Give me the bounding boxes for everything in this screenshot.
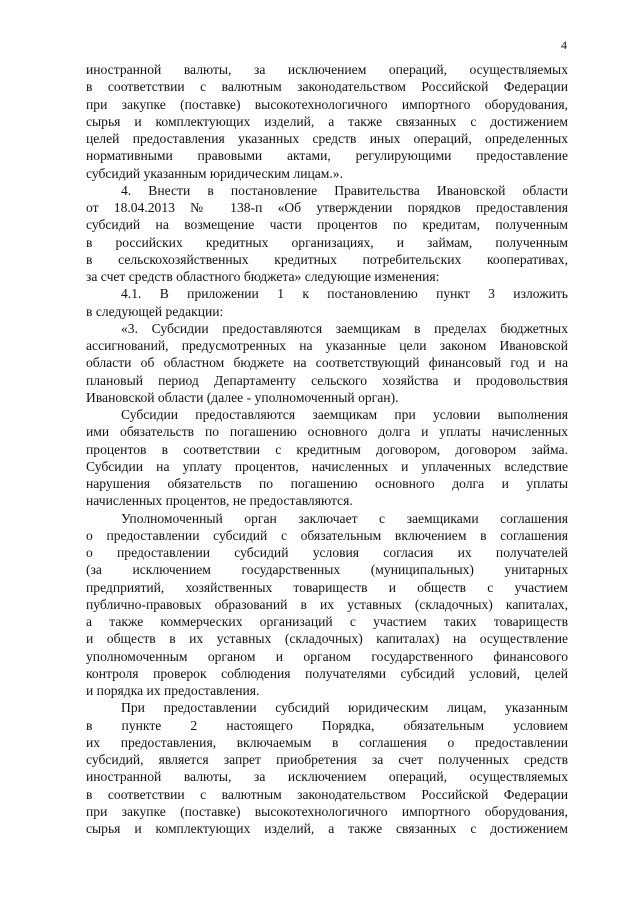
text-line: 4. Внести в постановление Правительства Ивановской области [121,182,568,198]
text-line: сырья и комплектующих изделий, а также связанных с достижением [86,821,568,836]
text-line: в пункте 2 настоящего Порядка, обязательным условием [86,717,568,733]
text-line: контроля проверок соблюдения получателями субсидий условий, целей [86,665,568,681]
text-line: при закупке (поставке) высокотехнологичного импортного оборудования, [86,803,568,819]
text-line: целей предоставления указанных средств иных операций, определенных [86,131,568,146]
text-line: предприятий, хозяйственных товариществ и обществ с участием [86,579,568,595]
text-line: иностранной валюты, за исключением операций, осуществляемых [86,769,568,785]
text-line: ими обязательств по погашению основного долга и уплаты начисленных [86,424,568,440]
text-line: за счет средств областного бюджета» следующие изменения: [86,269,440,284]
page-number: 4 [561,38,567,52]
text-line: и обществ в их уставных (складочных) капиталах) на осуществление [86,631,568,647]
text-line: процентов в соответствии с кредитным договором, договором займа. [86,441,568,457]
text-line: 4.1. В приложении 1 к постановлению пункт 3 изложить [121,286,568,302]
text-line: (за исключением государственных (муниципальных) унитарных [86,562,568,578]
text-line: Уполномоченный орган заключает с заемщиками соглашения [121,510,568,526]
text-line: Субсидии предоставляются заемщикам при условии выполнения [121,407,568,422]
text-line: начисленных процентов, не предоставляются. [86,493,353,509]
text-line: субсидий указанным юридическим лицам.». [86,165,343,181]
text-line: субсидий на возмещение части процентов по кредитам, полученным [86,217,568,233]
text-line: в следующей редакции: [86,303,224,319]
text-line: иностранной валюты, за исключением операций, осуществляемых [86,62,568,77]
text-line: сырья и комплектующих изделий, а также связанных с достижением [86,113,568,129]
text-line: их предоставления, включаемым в соглашения о предоставлении [86,734,568,750]
text-line: о предоставлении субсидий условия согласия их получателей [86,545,568,560]
text-line: плановый период Департаменту сельского хозяйства и продовольствия [86,372,568,388]
text-line: «3. Субсидии предоставляются заемщикам в пределах бюджетных [121,320,568,336]
text-line: Субсидии на уплату процентов, начисленных и уплаченных вследствие [86,458,568,474]
text-line: Ивановской области (далее - уполномоченный орган). [86,389,399,405]
text-line: области об областном бюджете на соответствующий финансовый год и на [86,355,568,371]
text-line: публично-правовых образований в их уставных (складочных) капиталах, [86,596,568,612]
text-line: а также коммерческих организаций с участием таких товариществ [86,614,568,629]
text-line: нарушения обязательств по погашению основного долга и уплаты [86,476,568,491]
text-line: и порядка их предоставления. [86,683,260,698]
document-body [86,61,568,837]
text-line: При предоставлении субсидий юридическим лицам, указанным [121,700,568,716]
text-line: в сельскохозяйственных кредитных потребительских кооперативах, [86,251,568,267]
text-line: нормативными правовыми актами, регулирующими предоставление [86,148,568,164]
text-line: от 18.04.2013 № 138-п «Об утверждении порядков предоставления [86,200,568,215]
text-line: о предоставлении субсидий с обязательным включением в соглашения [86,527,568,543]
text-line: в российских кредитных организациях, и займам, полученным [86,234,568,250]
text-line: при закупке (поставке) высокотехнологичного импортного оборудования, [86,96,568,112]
text-line: в соответствии с валютным законодательством Российской Федерации [86,79,568,95]
text-line: субсидий, является запрет приобретения за счет полученных средств [86,752,568,767]
text-line: ассигнований, предусмотренных на указанные цели законом Ивановской [86,338,568,353]
text-line: в соответствии с валютным законодательством Российской Федерации [86,786,568,802]
text-line: уполномоченным органом и органом государственного финансового [86,648,568,664]
